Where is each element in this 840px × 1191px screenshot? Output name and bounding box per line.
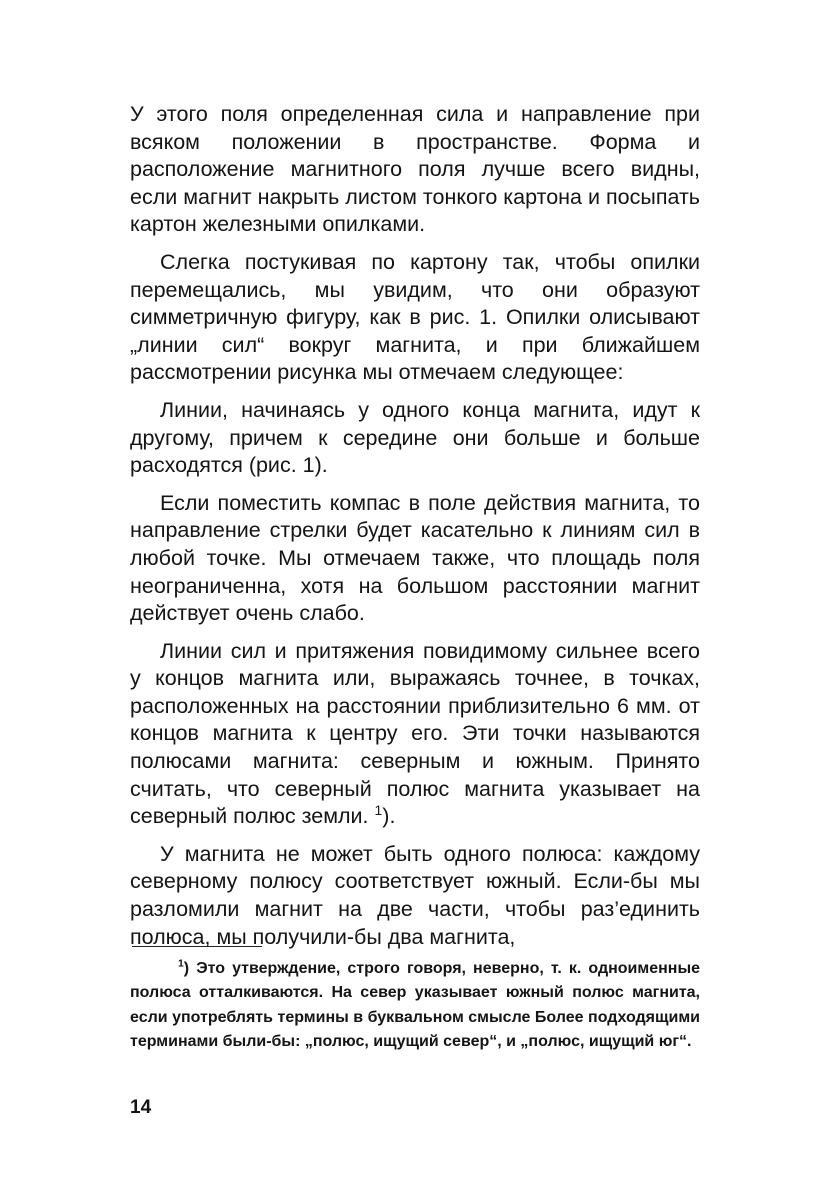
paragraph-4: Если поместить компас в поле действия магнита, то направление стрелки будет касательно к линиям сил в любой точке. Мы отмечаем также, что площадь поля неограниченна, хотя на большом расстоянии магнит действует очень слабо. <box>130 490 700 626</box>
paragraph-5 <box>130 638 700 831</box>
paragraph-3: Линии, начинаясь у одного конца магнита, идут к другому, причем к середине они больше и больше расходятся (рис. 1). <box>130 397 700 478</box>
footnote-reference: 1 <box>374 802 383 819</box>
paragraph-1: У этого поля определенная сила и направление при всяком положении в пространстве. Форма и расположение магнитного поля лучше всего видны, если магнит накрыть листом тонкого картона и посыпать картон железными опилками. <box>130 102 700 237</box>
footnote <box>130 957 700 1055</box>
paragraph-2: Слегка постукивая по картону так, чтобы опилки перемещались, мы увидим, что они образуют симметричную фигуру, как в рис. 1. Опилки олисывают „линии сил“ вокруг магнита, и при ближайшем рассмотрении рисунка мы отмечаем следующее: <box>130 249 700 385</box>
footnote-marker: 1 <box>178 958 184 970</box>
footnote-divider <box>132 946 262 947</box>
page-number: 14 <box>130 1097 152 1118</box>
main-text <box>130 101 700 961</box>
footnote-text: ) Это утверждение, строго говоря, неверно, т. к. одноименные полюса отталкиваются. На север указывает южный полюс магнита, если употреблять термины в буквальном смысле Более подходящими терминами были-бы: „полюс, ищущий север“, и „полюс, ищущий юг“. <box>130 960 700 1051</box>
paragraph-6: У магнита не может быть одного полюса: каждому северному полюсу соответствует южный. Если-бы мы разломили магнит на две части, чтобы раз’единить полюса, мы получили-бы два магнита, <box>130 841 700 949</box>
footnote-reference-tail: ). <box>382 804 396 829</box>
paragraph-5-text: Линии сил и притяжения повидимому сильнее всего у концов магнита или, выражаясь точнее, в точках, расположенных на расстоянии приблизительно 6 мм. от концов магнита к центру его. Эти точки называются полюсами магнита: северным и южным. Принято считать, что северный полюс магнита указывает на северный полюс земли. <box>130 638 700 829</box>
